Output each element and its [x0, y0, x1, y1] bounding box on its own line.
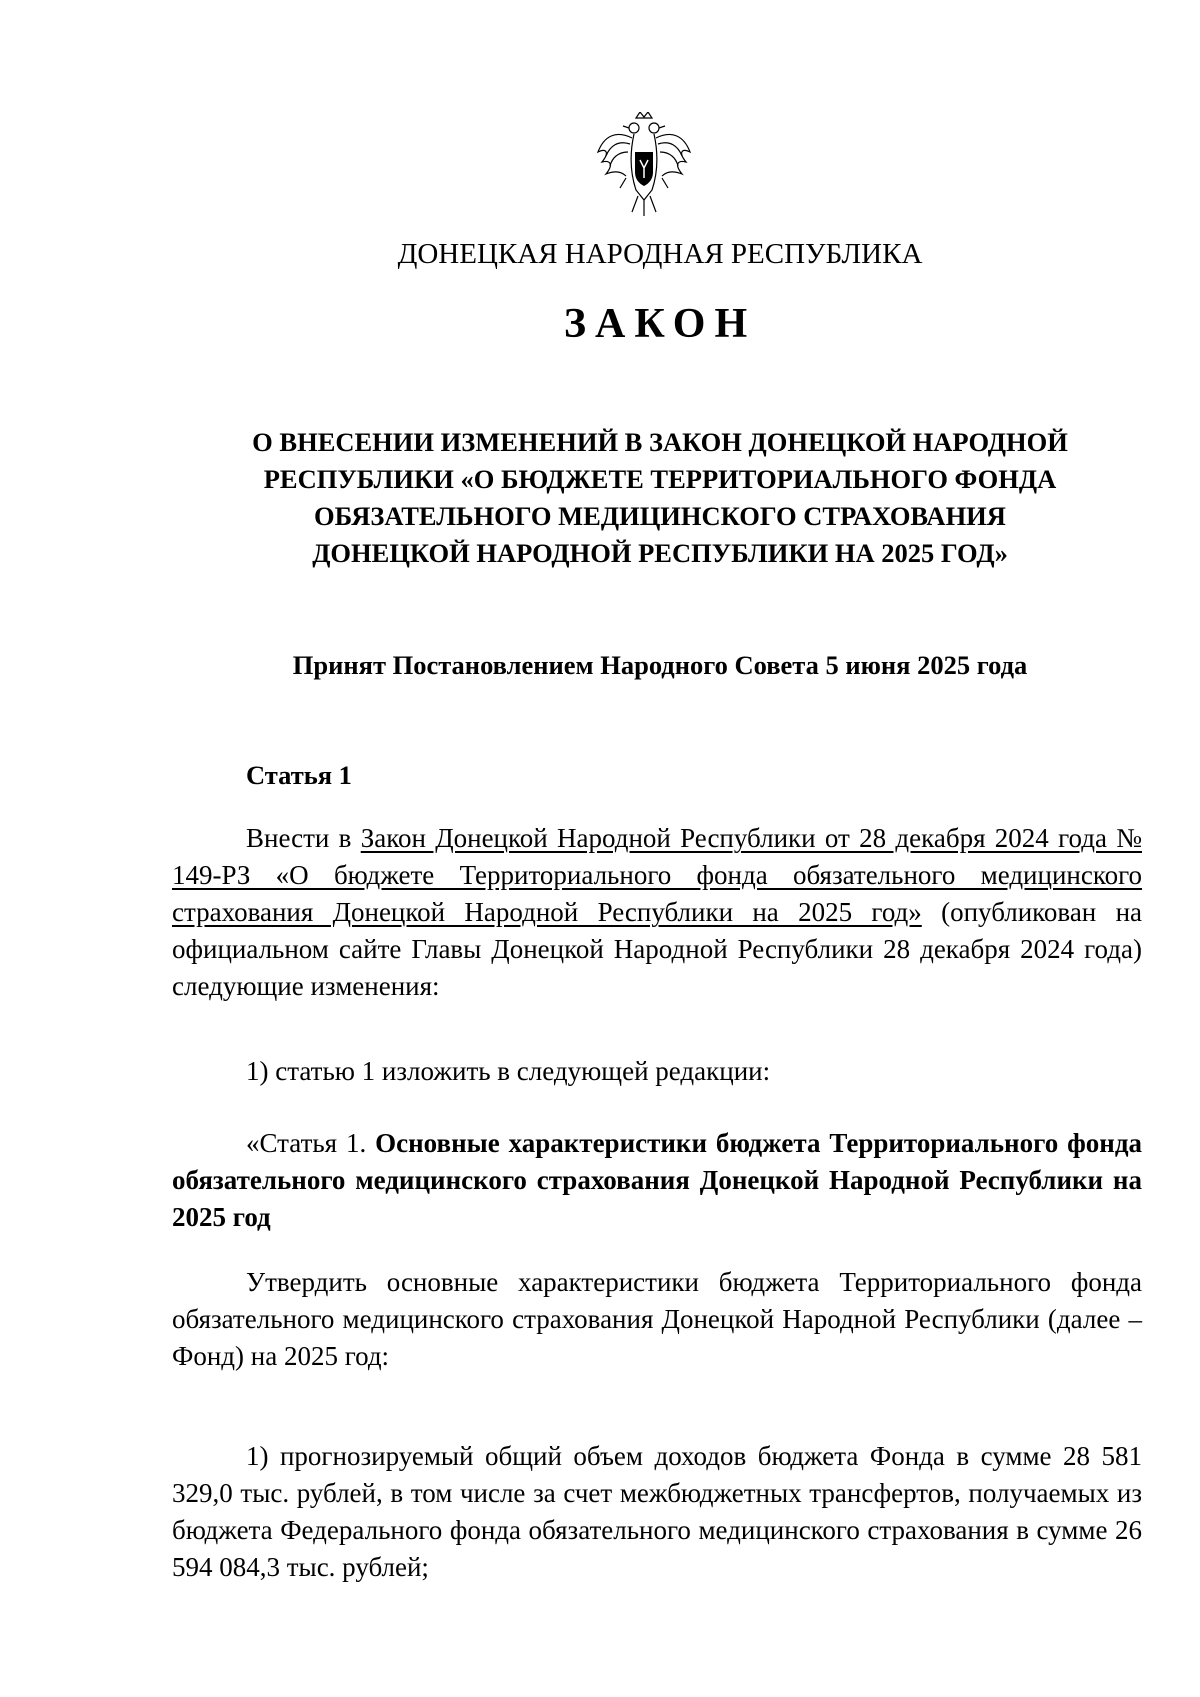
article-intro-paragraph — [172, 820, 1142, 1005]
law-title — [200, 424, 1120, 572]
quoted-article-prefix: «Статья 1. — [246, 1128, 376, 1158]
item-1-instruction: 1) статью 1 изложить в следующей редакции: — [246, 1056, 771, 1086]
law-title-line: РЕСПУБЛИКИ «О БЮДЖЕТЕ ТЕРРИТОРИАЛЬНОГО ФОНДА — [263, 464, 1057, 494]
quoted-article-title: Основные характеристики бюджета Территориального фонда обязательного медицинского страхования Донецкой Народной Республики на 2025 год — [172, 1128, 1142, 1232]
coat-of-arms-emblem — [596, 112, 692, 216]
referenced-law-link[interactable]: Закон Донецкой Народной Республики от 28 декабря 2024 года № 149-РЗ «О бюджете Территориального фонда обязательного медицинского страхования Донецкой Народной Республики на 2025 год» — [172, 823, 1142, 927]
intro-last-line: 28 декабря 2024 года) следующие изменения: — [172, 934, 1142, 1001]
law-title-line: ОБЯЗАТЕЛЬНОГО МЕДИЦИНСКОГО СТРАХОВАНИЯ — [314, 501, 1006, 531]
article-heading: Статья 1 — [246, 760, 352, 790]
document-type: ЗАКОН — [563, 301, 757, 347]
law-title-line: ДОНЕЦКОЙ НАРОДНОЙ РЕСПУБЛИКИ НА 2025 ГОД» — [312, 538, 1008, 568]
quoted-article-heading — [172, 1125, 1142, 1236]
law-title-line: О ВНЕСЕНИИ ИЗМЕНЕНИЙ В ЗАКОН ДОНЕЦКОЙ НАРОДНОЙ — [252, 427, 1068, 457]
intro-suffix: (опубликован на официальном сайте Главы Донецкой Народной Республики — [172, 897, 1143, 964]
sub-item-1-paragraph: 1) прогнозируемый общий объем доходов бюджета Фонда в сумме 28 581 329,0 тыс. рублей, в том числе за счет межбюджетных трансфертов, получаемых из бюджета Федерального фонда обязательного медицинского страхования в сумме 26 594 084,3 тыс. рублей; — [172, 1441, 1142, 1582]
intro-prefix: Внести в — [246, 823, 361, 853]
republic-name: ДОНЕЦКАЯ НАРОДНАЯ РЕСПУБЛИКА — [397, 238, 923, 270]
approve-paragraph: Утвердить основные характеристики бюджета Территориального фонда обязательного медицинского страхования Донецкой Народной Республики (далее – Фонд) на 2025 год: — [172, 1267, 1142, 1371]
adoption-note: Принят Постановлением Народного Совета 5 июня 2025 года — [292, 650, 1028, 680]
